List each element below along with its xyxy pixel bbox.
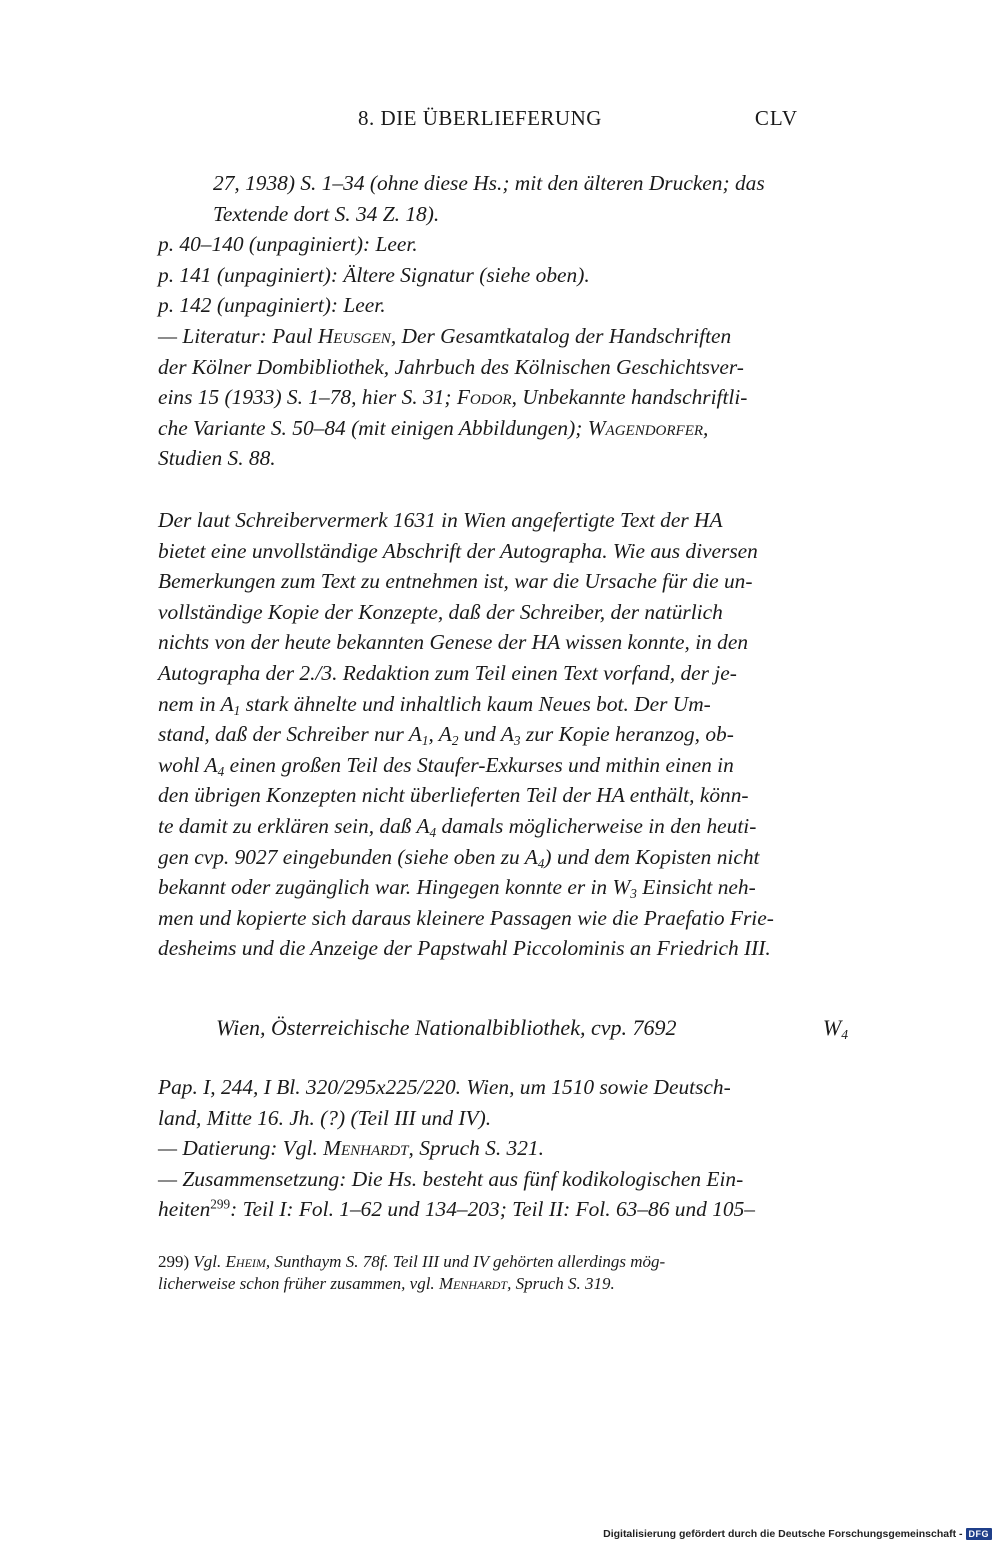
text-line: land, Mitte 16. Jh. (?) (Teil III und IV). <box>158 1105 492 1130</box>
text-line: Textende dort S. 34 Z. 18). <box>213 201 440 226</box>
footnote-number: 299) <box>158 1252 190 1271</box>
text-line <box>158 382 798 413</box>
text-run: Einsicht neh- <box>636 875 756 900</box>
text-line <box>158 750 798 781</box>
text-run: , Spruch S. 321. <box>408 1136 544 1161</box>
text-line <box>158 413 798 444</box>
author-name: Menhardt <box>438 1273 508 1293</box>
text-run: , Spruch S. 319. <box>507 1273 615 1293</box>
text-run: damals möglicherweise in den heuti- <box>436 813 757 838</box>
text-line: desheims und die Anzeige der Papstwahl Piccolominis an Friedrich III. <box>158 936 771 961</box>
text-run: , Sunthaym S. 78f. Teil III und IV gehörten allerdings mög- <box>265 1252 666 1271</box>
author-name: Wagendorfer <box>587 415 704 440</box>
text-run: gen cvp. 9027 eingebunden (siehe oben zu A <box>158 844 538 869</box>
text-line <box>158 321 798 352</box>
text-run: te damit zu erklären sein, daß A <box>158 813 430 838</box>
credit-text: Digitalisierung gefördert durch die Deutsche Forschungsgemeinschaft - <box>603 1528 963 1540</box>
text-line: vollständige Kopie der Konzepte, daß der Schreiber, der natürlich <box>158 599 723 624</box>
text-line: — Zusammensetzung: Die Hs. besteht aus fünf kodikologischen Ein- <box>158 1166 744 1191</box>
text-line <box>158 842 798 873</box>
text-run: licherweise schon früher zusammen, vgl. <box>158 1273 439 1293</box>
text-run: , <box>703 415 709 440</box>
text-line: 27, 1938) S. 1–34 (ohne diese Hs.; mit den älteren Drucken; das <box>213 171 765 195</box>
subscript: 4 <box>537 855 545 871</box>
subscript: 4 <box>429 824 437 840</box>
footnote-marker: 299 <box>210 1197 231 1213</box>
text-run: Vgl. <box>193 1252 226 1271</box>
text-run: und A <box>458 722 514 747</box>
author-name: Heusgen <box>317 323 391 348</box>
manuscript-title: Wien, Österreichische Nationalbibliothek, cvp. 7692 <box>216 1015 677 1040</box>
text-run: zur Kopie heranzog, ob- <box>520 722 734 747</box>
text-line: Studien S. 88. <box>158 446 276 471</box>
text-run: — Literatur: Paul <box>158 323 318 348</box>
text-line: Autographa der 2./3. Redaktion zum Teil einen Text vorfand, der je- <box>158 660 737 685</box>
manuscript-entry-continuation <box>158 168 798 474</box>
text-run: eins 15 (1933) S. 1–78, hier S. 31; <box>158 385 457 410</box>
text-line: Pap. I, 244, I Bl. 320/295x225/220. Wien, um 1510 sowie Deutsch- <box>158 1075 731 1099</box>
text-run: einen großen Teil des Staufer-Exkurses und mithin einen in <box>224 752 734 777</box>
text-run: : Teil I: Fol. 1–62 und 134–203; Teil II: Fol. 63–86 und 105– <box>230 1197 755 1222</box>
footnote <box>158 1251 798 1294</box>
running-header <box>158 106 798 136</box>
subscript: 4 <box>841 1027 848 1043</box>
siglum-letter: W <box>822 1015 842 1040</box>
author-name: Fodor <box>456 385 512 410</box>
subscript: 4 <box>217 763 225 779</box>
author-name: Menhardt <box>323 1136 409 1161</box>
text-run: nem in A <box>158 691 234 716</box>
text-run: heiten <box>158 1197 211 1222</box>
body-paragraph <box>158 505 798 964</box>
subscript: 2 <box>451 733 459 749</box>
manuscript-description <box>158 1072 798 1225</box>
subscript: 3 <box>513 733 521 749</box>
text-line <box>158 872 798 903</box>
text-run: , A <box>428 722 452 747</box>
text-line: p. 142 (unpaginiert): Leer. <box>158 293 386 318</box>
text-line <box>158 1133 798 1164</box>
text-run: che Variante S. 50–84 (mit einigen Abbildungen); <box>158 415 588 440</box>
text-line <box>158 1251 798 1273</box>
text-run: bekannt oder zugänglich war. Hingegen konnte er in W <box>158 875 631 900</box>
text-line: p. 141 (unpaginiert): Ältere Signatur (siehe oben). <box>158 262 590 287</box>
running-title: 8. DIE ÜBERLIEFERUNG <box>358 106 602 130</box>
text-run: ) und dem Kopisten nicht <box>544 844 760 869</box>
text-run: stark ähnelte und inhaltlich kaum Neues bot. Der Um- <box>240 691 711 716</box>
text-line: der Kölner Dombibliothek, Jahrbuch des Kölnischen Geschichtsver- <box>158 354 744 379</box>
manuscript-siglum <box>823 1015 848 1041</box>
text-line <box>158 811 798 842</box>
text-line: p. 40–140 (unpaginiert): Leer. <box>158 232 418 257</box>
text-line <box>158 689 798 720</box>
text-line <box>158 1194 798 1225</box>
text-run: , Unbekannte handschriftli- <box>511 385 748 410</box>
text-line: Bemerkungen zum Text zu entnehmen ist, war die Ursache für die un- <box>158 569 753 594</box>
page-number: CLV <box>754 106 798 130</box>
text-line: nichts von der heute bekannten Genese der HA wissen konnte, in den <box>158 630 749 655</box>
text-run: — Datierung: Vgl. <box>158 1136 324 1161</box>
manuscript-heading <box>158 1015 848 1047</box>
author-name: Eheim <box>225 1252 266 1271</box>
dfg-logo: DFG <box>966 1528 993 1540</box>
digitization-credit <box>603 1527 992 1541</box>
subscript: 1 <box>233 702 241 718</box>
text-run: stand, daß der Schreiber nur A <box>158 722 422 747</box>
text-line: den übrigen Konzepten nicht überlieferten Teil der HA enthält, könn- <box>158 783 749 808</box>
text-run: , Der Gesamtkatalog der Handschriften <box>390 323 732 348</box>
text-run: wohl A <box>158 752 218 777</box>
text-line <box>158 1273 798 1295</box>
text-line: Der laut Schreibervermerk 1631 in Wien angefertigte Text der HA <box>158 508 723 532</box>
text-line <box>158 719 798 750</box>
text-line: men und kopierte sich daraus kleinere Passagen wie die Praefatio Frie- <box>158 905 774 930</box>
subscript: 3 <box>630 886 637 902</box>
text-line: bietet eine unvollständige Abschrift der Autographa. Wie aus diversen <box>158 538 758 563</box>
subscript: 1 <box>421 733 429 749</box>
